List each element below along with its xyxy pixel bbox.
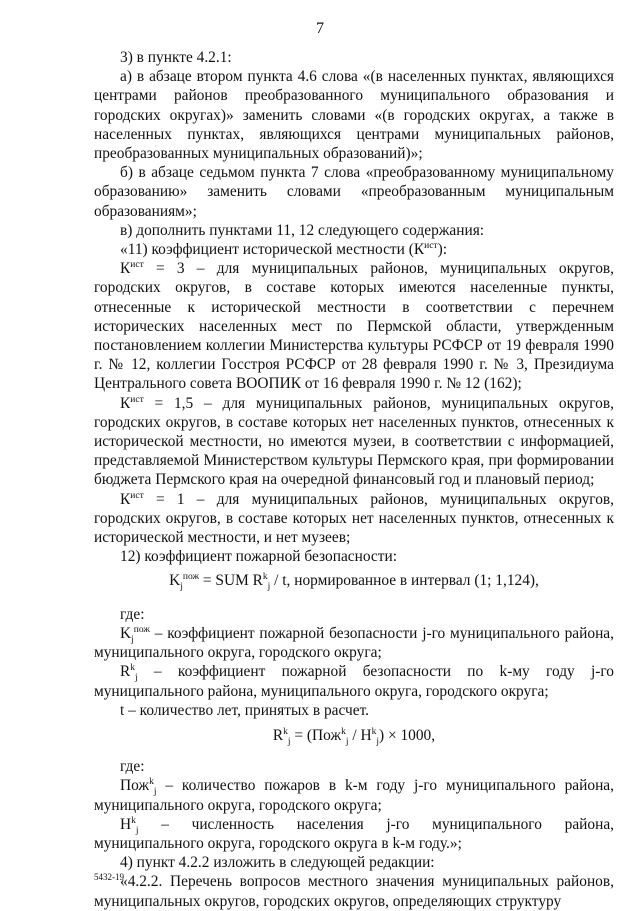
document-body (94, 48, 614, 911)
paragraph: а) в абзаце втором пункта 4.6 слова «(в населенных пунктах, являющихся центрами районов преобразованного муниципального образования и городских округах)» заменить словами «(в городских округах, а также в населенных пунктах, являющихся центрами муниципальных районов, преобразованных муниципальных образований)»; (94, 68, 614, 163)
paragraph: «11) коэффициент исторической местности $(К^{ист})$: (120, 240, 447, 259)
paragraph: Пож$^k_j$ – количество пожаров в k-м году j-го муниципального района, муниципального округа, городского округа; (94, 777, 614, 814)
paragraph: $H^k_j$ – численность населения j-го муниципального района, муниципального округа, городского округа в k-м году.»; (94, 815, 614, 852)
paragraph: «4.2.2. Перечень вопросов местного значения муниципальных районов, муниципальных округов, городских округов, определяющих структуру (94, 873, 614, 910)
paragraph: в) дополнить пунктами 11, 12 следующего содержания: (120, 221, 485, 239)
paragraph: 4) пункт 4.2.2 изложить в следующей редакции: (120, 854, 435, 872)
formula-fire-coefficient: $K_j^{пож}$ = SUM $R^k_j$ / t, нормированное в интервал (1; 1,124), (169, 572, 539, 593)
paragraph: где: (120, 605, 145, 623)
paragraph: t – количество лет, принятых в расчет. (120, 701, 370, 719)
paragraph: 12) коэффициент пожарной безопасности: (120, 548, 398, 566)
paragraph: $R^k_j$ – коэффициент пожарной безопасности по k-му году j-го муниципального района, муниципального округа, городского округа; (94, 663, 614, 700)
paragraph: где: (120, 758, 145, 776)
paragraph: 3) в пункте 4.2.1: (120, 49, 232, 66)
paragraph: $К^{ист} = 3$ – для муниципальных районов, муниципальных округов, городских округов, в составе которых имеются населенные пункты, отнесенные к исторической местности в соответствии с перечнем исторических населенных мест по Пермской области, утвержденным постановлением коллегии Министерства культуры РСФСР от 19 февраля 1990 г. № 12, коллегии Госстроя РСФСР от 28 февраля 1990 г. № 3, Президиума Центрального совета ВООПИК от 16 февраля 1990 г. № 12 (162); (94, 260, 614, 393)
paragraph: $K_j^{пож}$ – коэффициент пожарной безопасности j-го муниципального района, муниципального округа, городского округа; (94, 624, 614, 662)
page-number: 7 (316, 20, 324, 37)
formula-fire-rate: $R^k_j = (Пож^k_j / H^k_j) \times 1000$, (272, 726, 436, 747)
paragraph: $К^{ист} = 1,5$ – для муниципальных районов, муниципальных округов, городских округов, в составе которых нет населенных пунктов, отнесенных к исторической местности, но имеются музеи, в соответствии с информацией, представляемой Министерством культуры Пермского края, при формировании бюджета Пермского края на очередной финансовый год и плановый период; (94, 394, 614, 489)
paragraph: $К^{ист} = 1$ – для муниципальных районов, муниципальных округов, городских округов, в составе которых нет населенных пунктов, отнесенных к исторической местности, и нет музеев; (94, 490, 614, 547)
paragraph: б) в абзаце седьмом пункта 7 слова «преобразованному муниципальному образованию» заменить словами «преобразованным муниципальным образованиям»; (94, 164, 614, 220)
document-code: 5432-19 (94, 872, 124, 882)
